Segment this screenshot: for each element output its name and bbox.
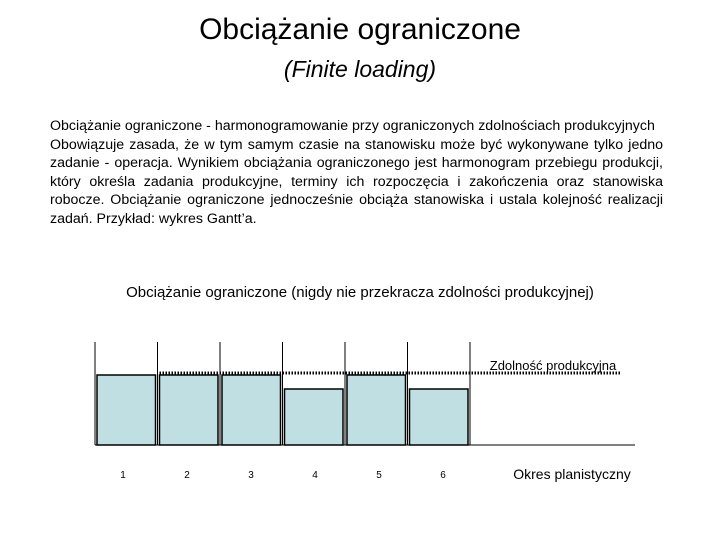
x-tick-label-3: 3 [248, 470, 254, 481]
load-bar-5 [347, 375, 406, 445]
description-paragraph [50, 117, 663, 229]
load-bar-4 [285, 389, 344, 445]
load-bar-6 [410, 389, 469, 445]
x-tick-label-4: 4 [312, 470, 318, 481]
x-tick-label-2: 2 [184, 470, 190, 481]
load-bar-3 [222, 375, 281, 445]
gantt-chart [0, 330, 720, 540]
chart-tick-labels [120, 470, 446, 481]
x-tick-label-6: 6 [440, 470, 446, 481]
x-axis-label: Okres planistyczny [513, 466, 631, 482]
description-lead: Obciążanie ograniczone - harmonogramowanie przy ograniczonych zdolnościach produkcyjnych [50, 118, 655, 134]
load-bar-1 [97, 375, 156, 445]
load-bar-2 [160, 375, 219, 445]
capacity-label: Zdolność produkcyjna [489, 358, 617, 373]
x-tick-label-5: 5 [376, 470, 382, 481]
description-body: Obowiązuje zasada, że w tym samym czasie na stanowisku może być wykonywane tylko jedno zadanie - operacja. Wynikiem obciążania ograniczonego jest harmonogram przebiegu produkcji, który określa zadania produkcyjne, terminy ich rozpoczęcia i zakończenia oraz stanowiska robocze. Obciążanie ograniczone jednocześnie obciąża stanowiska i ustala kolejność realizacji zadań. Przykład: wykres Gantt’a. [50, 136, 663, 227]
page-title: Obciążanie ograniczone [199, 13, 521, 46]
page-subtitle: (Finite loading) [283, 56, 437, 82]
caption-rest: (nigdy nie przekracza zdolności produkcyjnej) [287, 284, 594, 301]
caption-bold: Obciążanie ograniczone [126, 284, 288, 301]
chart-caption [0, 283, 720, 303]
x-tick-label-1: 1 [120, 470, 126, 481]
